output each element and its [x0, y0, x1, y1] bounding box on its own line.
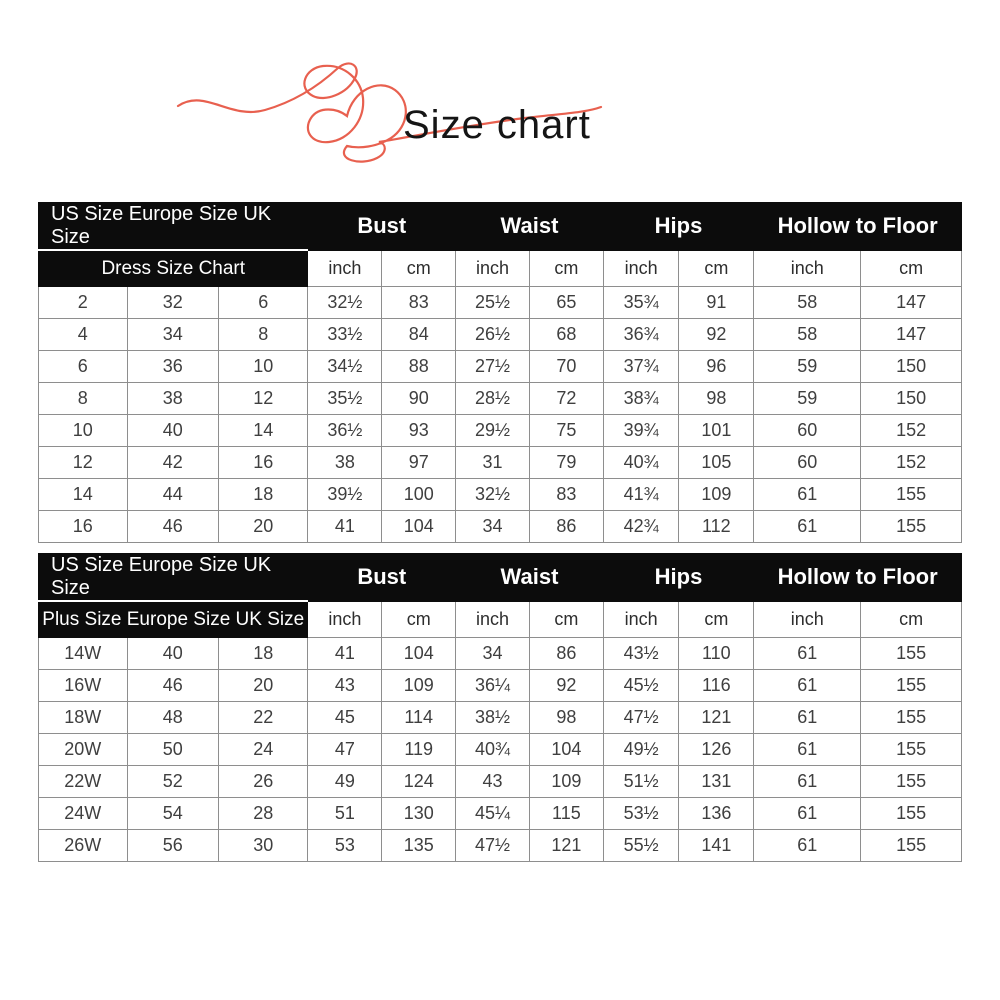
size-cell: 14 — [218, 415, 308, 447]
size-cell: 58 — [754, 319, 861, 351]
unit-header: inch — [754, 250, 861, 287]
size-cell: 40 — [127, 638, 218, 670]
size-cell: 33½ — [308, 319, 382, 351]
size-cell: 155 — [861, 734, 962, 766]
size-cell: 35¾ — [603, 287, 679, 319]
size-columns-banner: US Size Europe Size UK Size — [39, 554, 308, 602]
size-cell: 20 — [218, 511, 308, 543]
size-cell: 36½ — [308, 415, 382, 447]
unit-header: cm — [382, 601, 456, 638]
size-cell: 150 — [861, 383, 962, 415]
plus-size-table — [38, 553, 962, 862]
size-cell: 68 — [529, 319, 603, 351]
size-cell: 47½ — [603, 702, 679, 734]
size-row — [39, 734, 962, 766]
size-cell: 34½ — [308, 351, 382, 383]
size-cell: 75 — [529, 415, 603, 447]
size-cell: 59 — [754, 351, 861, 383]
size-cell: 40¾ — [456, 734, 530, 766]
size-cell: 20 — [218, 670, 308, 702]
size-cell: 155 — [861, 511, 962, 543]
size-cell: 130 — [382, 798, 456, 830]
size-cell: 155 — [861, 798, 962, 830]
size-cell: 124 — [382, 766, 456, 798]
size-cell: 92 — [679, 319, 754, 351]
size-cell: 36 — [127, 351, 218, 383]
unit-header: cm — [679, 601, 754, 638]
size-row — [39, 319, 962, 351]
size-cell: 84 — [382, 319, 456, 351]
hero-header — [0, 0, 1000, 200]
size-cell: 147 — [861, 319, 962, 351]
unit-header: cm — [679, 250, 754, 287]
size-cell: 41 — [308, 511, 382, 543]
size-cell: 6 — [39, 351, 128, 383]
size-cell: 40¾ — [603, 447, 679, 479]
subheader-label: Plus Size Europe Size UK Size — [39, 601, 308, 638]
size-cell: 110 — [679, 638, 754, 670]
size-cell: 61 — [754, 798, 861, 830]
size-cell: 104 — [382, 638, 456, 670]
measure-group-header: Hollow to Floor — [754, 554, 962, 602]
size-cell: 4 — [39, 319, 128, 351]
size-cell: 16 — [39, 511, 128, 543]
size-cell: 98 — [679, 383, 754, 415]
size-cell: 8 — [218, 319, 308, 351]
size-cell: 24 — [218, 734, 308, 766]
size-cell: 41¾ — [603, 479, 679, 511]
size-cell: 53½ — [603, 798, 679, 830]
unit-header: inch — [308, 250, 382, 287]
size-cell: 32½ — [456, 479, 530, 511]
size-cell: 26W — [39, 830, 128, 862]
size-cell: 61 — [754, 734, 861, 766]
size-cell: 26 — [218, 766, 308, 798]
size-cell: 51½ — [603, 766, 679, 798]
size-tables — [38, 202, 962, 862]
size-cell: 60 — [754, 447, 861, 479]
measure-group-header: Hips — [603, 554, 753, 602]
unit-header: inch — [754, 601, 861, 638]
size-cell: 20W — [39, 734, 128, 766]
size-cell: 98 — [529, 702, 603, 734]
size-cell: 43½ — [603, 638, 679, 670]
size-cell: 14W — [39, 638, 128, 670]
size-cell: 155 — [861, 670, 962, 702]
size-row — [39, 479, 962, 511]
size-cell: 91 — [679, 287, 754, 319]
size-row — [39, 798, 962, 830]
size-row — [39, 670, 962, 702]
size-cell: 58 — [754, 287, 861, 319]
size-cell: 147 — [861, 287, 962, 319]
size-cell: 36¾ — [603, 319, 679, 351]
size-cell: 10 — [218, 351, 308, 383]
unit-header: inch — [456, 601, 530, 638]
size-cell: 35½ — [308, 383, 382, 415]
size-cell: 59 — [754, 383, 861, 415]
size-cell: 79 — [529, 447, 603, 479]
size-cell: 32½ — [308, 287, 382, 319]
size-cell: 61 — [754, 479, 861, 511]
size-cell: 90 — [382, 383, 456, 415]
size-row — [39, 830, 962, 862]
unit-header: inch — [308, 601, 382, 638]
size-cell: 39½ — [308, 479, 382, 511]
size-cell: 53 — [308, 830, 382, 862]
size-cell: 155 — [861, 702, 962, 734]
size-cell: 97 — [382, 447, 456, 479]
unit-header: inch — [603, 601, 679, 638]
size-cell: 16 — [218, 447, 308, 479]
measure-group-header: Hips — [603, 203, 753, 251]
size-row — [39, 415, 962, 447]
size-cell: 61 — [754, 766, 861, 798]
size-cell: 155 — [861, 479, 962, 511]
size-cell: 12 — [218, 383, 308, 415]
unit-header: inch — [456, 250, 530, 287]
size-row — [39, 383, 962, 415]
size-cell: 12 — [39, 447, 128, 479]
size-cell: 45¼ — [456, 798, 530, 830]
size-cell: 61 — [754, 702, 861, 734]
size-cell: 26½ — [456, 319, 530, 351]
dress-size-table — [38, 202, 962, 543]
measure-group-header: Hollow to Floor — [754, 203, 962, 251]
size-cell: 109 — [382, 670, 456, 702]
size-cell: 61 — [754, 830, 861, 862]
size-cell: 25½ — [456, 287, 530, 319]
size-cell: 28½ — [456, 383, 530, 415]
size-row — [39, 702, 962, 734]
size-cell: 48 — [127, 702, 218, 734]
size-row — [39, 287, 962, 319]
unit-header: cm — [529, 250, 603, 287]
size-cell: 61 — [754, 511, 861, 543]
size-cell: 112 — [679, 511, 754, 543]
size-cell: 45½ — [603, 670, 679, 702]
size-cell: 60 — [754, 415, 861, 447]
size-cell: 56 — [127, 830, 218, 862]
size-cell: 28 — [218, 798, 308, 830]
size-cell: 65 — [529, 287, 603, 319]
size-cell: 105 — [679, 447, 754, 479]
size-cell: 47½ — [456, 830, 530, 862]
size-cell: 131 — [679, 766, 754, 798]
size-cell: 155 — [861, 830, 962, 862]
size-cell: 121 — [529, 830, 603, 862]
size-cell: 86 — [529, 511, 603, 543]
size-cell: 155 — [861, 766, 962, 798]
size-cell: 121 — [679, 702, 754, 734]
size-cell: 16W — [39, 670, 128, 702]
measure-group-header: Bust — [308, 554, 456, 602]
size-cell: 104 — [382, 511, 456, 543]
size-cell: 14 — [39, 479, 128, 511]
unit-header: cm — [861, 250, 962, 287]
size-cell: 109 — [679, 479, 754, 511]
size-cell: 43 — [456, 766, 530, 798]
size-cell: 150 — [861, 351, 962, 383]
size-row — [39, 638, 962, 670]
size-cell: 135 — [382, 830, 456, 862]
size-cell: 49 — [308, 766, 382, 798]
size-cell: 152 — [861, 447, 962, 479]
size-cell: 115 — [529, 798, 603, 830]
size-row — [39, 447, 962, 479]
size-cell: 6 — [218, 287, 308, 319]
size-cell: 88 — [382, 351, 456, 383]
size-cell: 93 — [382, 415, 456, 447]
size-cell: 43 — [308, 670, 382, 702]
size-cell: 47 — [308, 734, 382, 766]
size-row — [39, 351, 962, 383]
size-cell: 104 — [529, 734, 603, 766]
size-cell: 83 — [529, 479, 603, 511]
size-cell: 100 — [382, 479, 456, 511]
size-cell: 27½ — [456, 351, 530, 383]
size-cell: 44 — [127, 479, 218, 511]
size-cell: 52 — [127, 766, 218, 798]
size-cell: 141 — [679, 830, 754, 862]
size-cell: 126 — [679, 734, 754, 766]
size-cell: 46 — [127, 511, 218, 543]
size-cell: 18 — [218, 638, 308, 670]
size-cell: 38 — [127, 383, 218, 415]
measure-group-header: Bust — [308, 203, 456, 251]
size-cell: 18 — [218, 479, 308, 511]
unit-header: cm — [861, 601, 962, 638]
size-cell: 38¾ — [603, 383, 679, 415]
size-cell: 96 — [679, 351, 754, 383]
size-cell: 49½ — [603, 734, 679, 766]
size-cell: 29½ — [456, 415, 530, 447]
page-title: Size chart — [403, 103, 591, 147]
size-cell: 116 — [679, 670, 754, 702]
size-cell: 34 — [456, 511, 530, 543]
size-cell: 46 — [127, 670, 218, 702]
size-cell: 39¾ — [603, 415, 679, 447]
unit-header: cm — [382, 250, 456, 287]
size-cell: 92 — [529, 670, 603, 702]
size-cell: 152 — [861, 415, 962, 447]
size-cell: 22W — [39, 766, 128, 798]
size-cell: 32 — [127, 287, 218, 319]
size-cell: 8 — [39, 383, 128, 415]
size-cell: 31 — [456, 447, 530, 479]
size-cell: 2 — [39, 287, 128, 319]
size-cell: 34 — [456, 638, 530, 670]
size-cell: 36¼ — [456, 670, 530, 702]
size-cell: 83 — [382, 287, 456, 319]
unit-header: cm — [529, 601, 603, 638]
size-cell: 51 — [308, 798, 382, 830]
size-cell: 109 — [529, 766, 603, 798]
size-cell: 136 — [679, 798, 754, 830]
size-cell: 10 — [39, 415, 128, 447]
size-cell: 42 — [127, 447, 218, 479]
size-cell: 45 — [308, 702, 382, 734]
subheader-label: Dress Size Chart — [39, 250, 308, 287]
size-cell: 34 — [127, 319, 218, 351]
size-cell: 18W — [39, 702, 128, 734]
unit-header: inch — [603, 250, 679, 287]
size-cell: 70 — [529, 351, 603, 383]
size-cell: 38 — [308, 447, 382, 479]
size-cell: 22 — [218, 702, 308, 734]
size-cell: 38½ — [456, 702, 530, 734]
size-cell: 61 — [754, 670, 861, 702]
size-row — [39, 511, 962, 543]
size-cell: 54 — [127, 798, 218, 830]
size-cell: 24W — [39, 798, 128, 830]
size-cell: 50 — [127, 734, 218, 766]
size-cell: 61 — [754, 638, 861, 670]
size-cell: 72 — [529, 383, 603, 415]
size-columns-banner: US Size Europe Size UK Size — [39, 203, 308, 251]
size-row — [39, 766, 962, 798]
size-cell: 30 — [218, 830, 308, 862]
measure-group-header: Waist — [456, 554, 604, 602]
measure-group-header: Waist — [456, 203, 604, 251]
size-cell: 42¾ — [603, 511, 679, 543]
size-cell: 55½ — [603, 830, 679, 862]
size-cell: 86 — [529, 638, 603, 670]
size-cell: 40 — [127, 415, 218, 447]
size-cell: 114 — [382, 702, 456, 734]
size-cell: 37¾ — [603, 351, 679, 383]
size-cell: 155 — [861, 638, 962, 670]
size-cell: 41 — [308, 638, 382, 670]
size-cell: 101 — [679, 415, 754, 447]
size-cell: 119 — [382, 734, 456, 766]
